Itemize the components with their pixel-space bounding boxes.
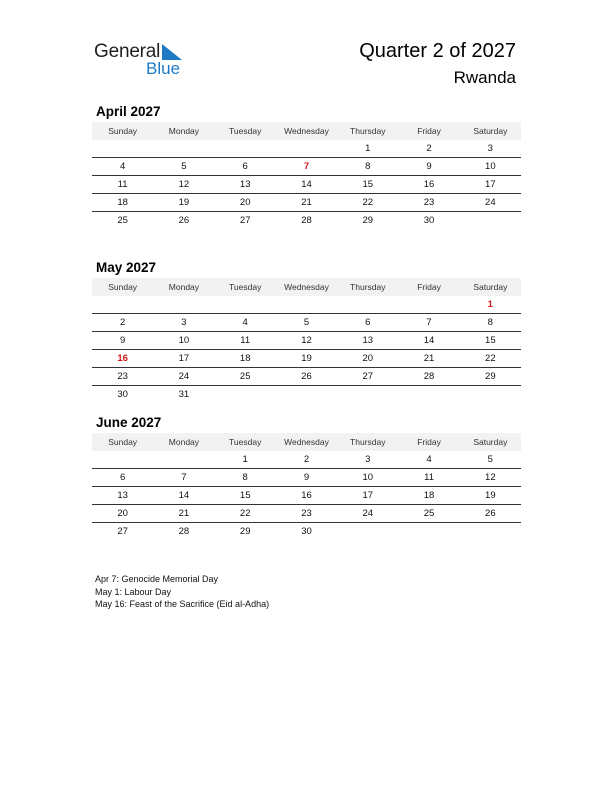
- month-calendar-june: [92, 413, 521, 540]
- day-cell: [337, 523, 398, 540]
- weekday-label: Wednesday: [284, 437, 329, 447]
- day-cell: 3: [487, 143, 493, 154]
- day-cell: 3: [365, 454, 371, 465]
- day-cell: 29: [362, 215, 374, 226]
- page-title: Quarter 2 of 2027: [359, 40, 516, 62]
- weekday-label: Saturday: [473, 437, 508, 447]
- day-cell: 24: [362, 508, 374, 519]
- weekday-label: Saturday: [473, 126, 508, 136]
- weekday-label: Monday: [168, 282, 200, 292]
- day-cell: 2: [119, 317, 126, 328]
- day-cell: 7: [426, 317, 432, 328]
- week-row: [92, 505, 521, 523]
- week-row: [92, 176, 521, 194]
- day-cell: [215, 386, 276, 403]
- day-cell: 19: [178, 197, 190, 208]
- weekday-label: Wednesday: [284, 282, 329, 292]
- day-cell: 26: [178, 215, 190, 226]
- day-cell: 5: [181, 161, 187, 172]
- month-title: May 2027: [96, 260, 157, 275]
- weekday-header-row: [92, 122, 521, 140]
- day-cell: 27: [117, 526, 128, 537]
- month-title: April 2027: [96, 104, 161, 119]
- weekday-label: Monday: [168, 126, 200, 136]
- day-cell: 20: [362, 353, 374, 364]
- day-cell: 12: [178, 179, 190, 190]
- day-cell: 9: [119, 335, 126, 346]
- weekday-label: Sunday: [108, 126, 138, 136]
- day-cell: 12: [485, 472, 496, 483]
- day-cell: 18: [117, 197, 128, 208]
- day-cell: 14: [423, 335, 435, 346]
- weekday-label: Saturday: [473, 282, 508, 292]
- day-cell: 27: [239, 215, 251, 226]
- holiday-day-cell: 1: [487, 299, 493, 310]
- day-cell: 21: [301, 197, 312, 208]
- day-cell: 20: [239, 197, 251, 208]
- day-cell: 23: [117, 371, 128, 382]
- week-row: [92, 523, 521, 540]
- day-cell: 15: [362, 179, 374, 190]
- day-cell: 25: [117, 215, 128, 226]
- day-cell: 10: [362, 472, 374, 483]
- day-cell: 21: [178, 508, 190, 519]
- day-cell: 17: [362, 490, 374, 501]
- holiday-notes: [95, 573, 269, 611]
- day-cell: 4: [119, 161, 126, 172]
- weekday-label: Sunday: [108, 437, 138, 447]
- week-row: [92, 487, 521, 505]
- week-row: [92, 194, 521, 212]
- weekday-label: Friday: [417, 437, 441, 447]
- week-row: [92, 386, 521, 403]
- week-row: [92, 469, 521, 487]
- day-cell: 22: [239, 508, 251, 519]
- day-cell: 25: [423, 508, 435, 519]
- day-cell: [153, 296, 214, 313]
- day-cell: 1: [365, 143, 371, 154]
- day-cell: 26: [301, 371, 312, 382]
- weekday-label: Tuesday: [229, 126, 262, 136]
- day-cell: 7: [181, 472, 187, 483]
- logo-triangle-icon: [162, 44, 182, 60]
- weekday-label: Sunday: [108, 282, 138, 292]
- weekday-label: Monday: [168, 437, 200, 447]
- holiday-note: Apr 7: Genocide Memorial Day: [95, 574, 219, 584]
- day-cell: 28: [178, 526, 190, 537]
- day-cell: [337, 296, 398, 313]
- day-cell: [92, 140, 153, 157]
- day-cell: [276, 140, 337, 157]
- week-row: [92, 451, 521, 469]
- weekday-label: Thursday: [350, 437, 386, 447]
- generalblue-logo: [94, 40, 204, 80]
- day-cell: 14: [301, 179, 312, 190]
- logo-text-blue: Blue: [146, 59, 181, 78]
- day-cell: 3: [181, 317, 187, 328]
- day-cell: [460, 386, 521, 403]
- month-calendar-april: [92, 102, 521, 229]
- day-cell: 23: [423, 197, 435, 208]
- day-cell: [460, 523, 521, 540]
- day-cell: 18: [423, 490, 435, 501]
- day-cell: 10: [178, 335, 190, 346]
- day-cell: [153, 140, 214, 157]
- day-cell: [276, 386, 337, 403]
- day-cell: 6: [119, 472, 126, 483]
- day-cell: [92, 296, 153, 313]
- day-cell: 12: [301, 335, 312, 346]
- day-cell: 4: [242, 317, 248, 328]
- day-cell: 15: [239, 490, 251, 501]
- day-cell: [398, 296, 459, 313]
- day-cell: 28: [423, 371, 435, 382]
- holiday-note: May 1: Labour Day: [95, 586, 172, 597]
- day-cell: 19: [485, 490, 496, 501]
- day-cell: 15: [485, 335, 496, 346]
- day-cell: 6: [242, 161, 248, 172]
- day-cell: 6: [365, 317, 371, 328]
- weekday-label: Friday: [417, 282, 441, 292]
- day-cell: 16: [423, 179, 435, 190]
- day-cell: 2: [303, 454, 310, 465]
- week-row: [92, 368, 521, 386]
- day-cell: [215, 296, 276, 313]
- day-cell: 28: [301, 215, 312, 226]
- weekday-header-row: [92, 278, 521, 296]
- weekday-label: Tuesday: [229, 437, 262, 447]
- day-cell: 30: [423, 215, 435, 226]
- day-cell: 24: [178, 371, 190, 382]
- day-cell: 20: [117, 508, 128, 519]
- weekday-label: Friday: [417, 126, 441, 136]
- weekday-label: Thursday: [350, 282, 386, 292]
- weekday-label: Thursday: [350, 126, 386, 136]
- month-title: June 2027: [96, 415, 162, 430]
- weekday-label: Tuesday: [229, 282, 262, 292]
- day-cell: 5: [487, 454, 493, 465]
- week-row: [92, 140, 521, 158]
- day-cell: [92, 451, 153, 468]
- day-cell: [460, 212, 521, 229]
- day-cell: 13: [362, 335, 374, 346]
- day-cell: 17: [178, 353, 190, 364]
- week-row: [92, 314, 521, 332]
- weekday-label: Wednesday: [284, 126, 329, 136]
- day-cell: [398, 386, 459, 403]
- day-cell: 18: [239, 353, 251, 364]
- day-cell: 23: [301, 508, 312, 519]
- day-cell: 16: [301, 490, 312, 501]
- day-cell: 27: [362, 371, 374, 382]
- day-cell: 9: [303, 472, 310, 483]
- day-cell: 17: [485, 179, 496, 190]
- day-cell: 11: [117, 179, 128, 190]
- country-name: Rwanda: [453, 68, 516, 87]
- day-cell: 19: [301, 353, 312, 364]
- day-cell: 13: [239, 179, 251, 190]
- day-cell: 30: [301, 526, 312, 537]
- day-cell: 22: [485, 353, 496, 364]
- day-cell: 24: [485, 197, 496, 208]
- day-cell: 30: [117, 389, 128, 400]
- day-cell: 13: [117, 490, 128, 501]
- day-cell: [153, 451, 214, 468]
- weekday-header-row: [92, 433, 521, 451]
- day-cell: 10: [485, 161, 496, 172]
- day-cell: 4: [426, 454, 432, 465]
- month-calendar-may: [92, 258, 521, 403]
- holiday-note: May 16: Feast of the Sacrifice (Eid al-Adha): [95, 599, 270, 609]
- day-cell: [337, 386, 398, 403]
- week-row: [92, 350, 521, 368]
- holiday-day-cell: 16: [117, 353, 128, 364]
- holiday-day-cell: 7: [303, 161, 310, 172]
- day-cell: 1: [242, 454, 248, 465]
- day-cell: 2: [426, 143, 432, 154]
- day-cell: 29: [239, 526, 251, 537]
- week-row: [92, 212, 521, 229]
- day-cell: 8: [487, 317, 493, 328]
- day-cell: 31: [178, 389, 190, 400]
- day-cell: 14: [178, 490, 190, 501]
- day-cell: 8: [242, 472, 248, 483]
- day-cell: [398, 523, 459, 540]
- day-cell: 21: [423, 353, 435, 364]
- day-cell: 9: [426, 161, 432, 172]
- day-cell: 8: [365, 161, 371, 172]
- day-cell: 29: [485, 371, 496, 382]
- day-cell: 26: [485, 508, 496, 519]
- day-cell: 11: [240, 335, 251, 346]
- week-row: [92, 296, 521, 314]
- day-cell: [276, 296, 337, 313]
- week-row: [92, 332, 521, 350]
- day-cell: 25: [239, 371, 251, 382]
- day-cell: 5: [303, 317, 310, 328]
- week-row: [92, 158, 521, 176]
- day-cell: [215, 140, 276, 157]
- logo-text-general: General: [94, 41, 161, 62]
- day-cell: 22: [362, 197, 374, 208]
- day-cell: 11: [424, 472, 434, 483]
